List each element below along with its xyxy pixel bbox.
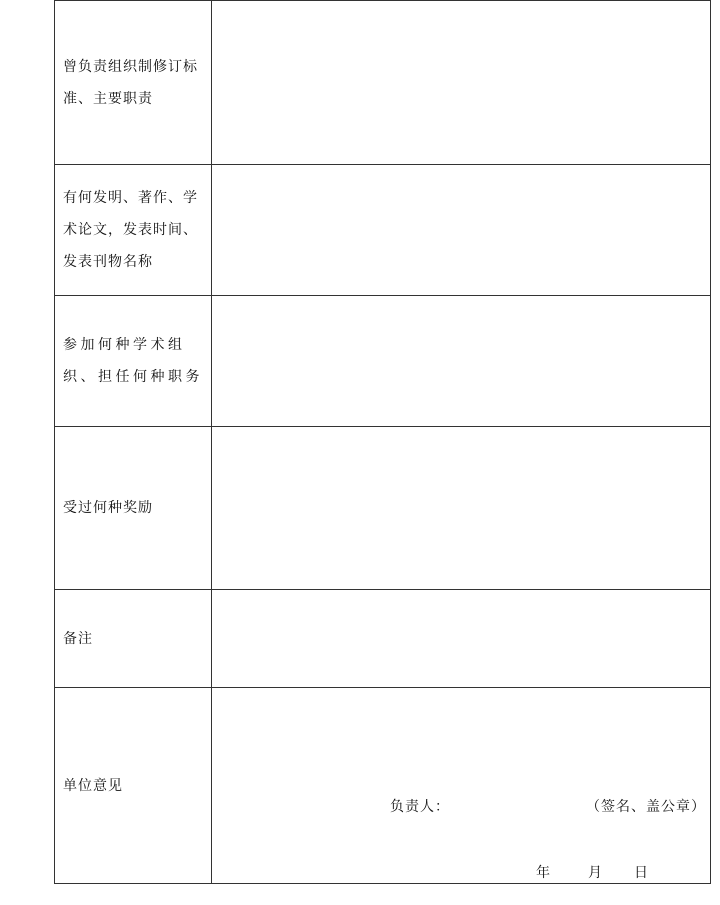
row-label-remarks: 备注 — [55, 590, 212, 688]
row-label-awards: 受过何种奖励 — [55, 427, 212, 590]
unit-opinion-area[interactable] — [212, 688, 711, 884]
row-label-unit-opinion: 单位意见 — [55, 688, 212, 884]
date-year-label: 年 — [536, 865, 550, 881]
row-value-remarks[interactable] — [212, 590, 711, 688]
form-row-organizations — [55, 296, 711, 427]
row-value-organizations[interactable] — [212, 296, 711, 427]
person-in-charge-label: 负责人： — [390, 799, 450, 815]
form-row-unit-opinion — [55, 688, 711, 884]
date-month-label: 月 — [588, 865, 602, 881]
form-row-standards — [55, 1, 711, 165]
row-value-publications[interactable] — [212, 165, 711, 296]
date-day-label: 日 — [634, 865, 648, 881]
row-value-standards[interactable] — [212, 1, 711, 165]
row-label-publications: 有何发明、著作、学术论文，发表时间、发表刊物名称 — [55, 165, 212, 296]
signature-stamp-note: （签名、盖公章） — [586, 799, 706, 815]
form-row-awards — [55, 427, 711, 590]
form-row-publications — [55, 165, 711, 296]
row-value-awards[interactable] — [212, 427, 711, 590]
row-label-organizations: 参加何种学术组织、担任何种职务 — [55, 296, 212, 427]
row-label-standards: 曾负责组织制修订标准、主要职责 — [55, 1, 212, 165]
application-form-table — [54, 0, 711, 884]
date-line — [536, 862, 648, 882]
form-row-remarks — [55, 590, 711, 688]
